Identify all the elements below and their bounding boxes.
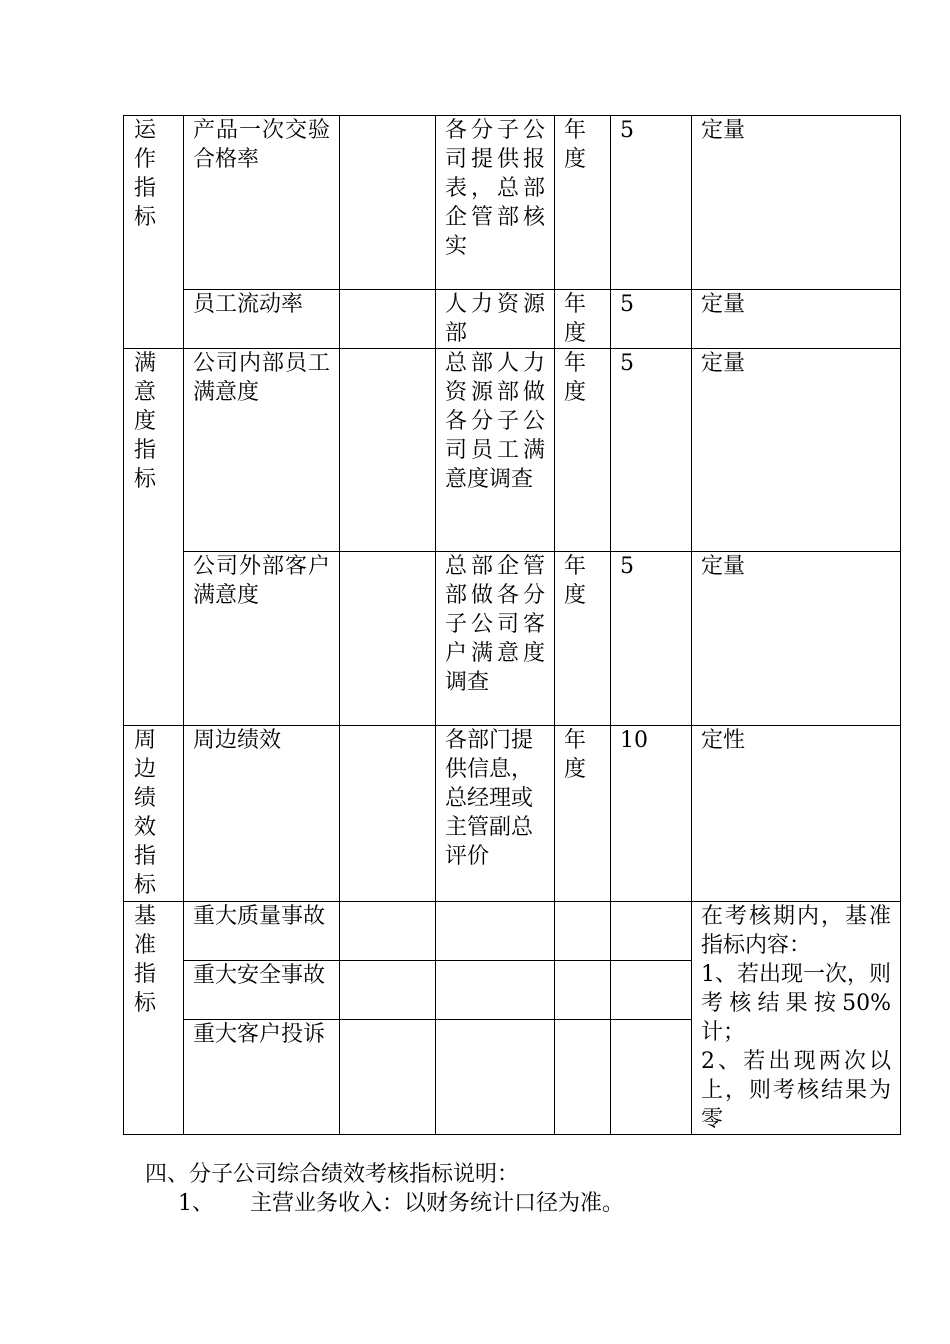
table-row: [124, 726, 901, 902]
target-cell: [340, 349, 436, 552]
item-text: 主营业务收入：以财务统计口径为准。: [250, 1191, 625, 1216]
weight-cell: [611, 290, 692, 349]
indicator-label: 公司外部客户满意度: [193, 554, 330, 608]
table-row: [124, 552, 901, 726]
weight-cell: [611, 349, 692, 552]
type-cell: [692, 726, 901, 902]
indicator-cell: [184, 902, 340, 961]
indicator-label: 周边绩效: [193, 728, 282, 753]
indicator-cell: [184, 552, 340, 726]
indicator-label: 重大安全事故: [193, 963, 326, 988]
source-cell: [436, 961, 555, 1020]
weight-label: 5: [620, 292, 634, 317]
type-cell: [692, 116, 901, 290]
target-cell: [340, 1020, 436, 1135]
category-cell: [124, 116, 184, 349]
baseline-note-line: 1、若出现一次，则考核结果按50%计；: [701, 962, 891, 1045]
category-label: 满意度指标: [134, 351, 157, 492]
weight-label: 5: [620, 351, 634, 376]
category-label: 基准指标: [134, 904, 157, 1016]
period-label: 年度: [564, 292, 587, 346]
category-label: 运作指标: [134, 118, 157, 230]
source-label: 各部门提供信息，总经理或主管副总评价: [445, 728, 534, 869]
indicator-label: 重大客户投诉: [193, 1022, 326, 1047]
type-label: 定量: [701, 554, 746, 579]
weight-cell: [611, 961, 692, 1020]
indicator-label: 员工流动率: [193, 292, 304, 317]
period-cell: [555, 726, 611, 902]
category-cell: [124, 349, 184, 726]
target-cell: [340, 961, 436, 1020]
source-cell: [436, 726, 555, 902]
weight-label: 10: [620, 728, 648, 753]
period-label: 年度: [564, 728, 587, 782]
indicator-label: 产品一次交验合格率: [193, 118, 330, 172]
target-cell: [340, 290, 436, 349]
type-label: 定量: [701, 118, 746, 143]
period-cell: [555, 290, 611, 349]
indicator-table: [123, 115, 901, 1135]
source-cell: [436, 290, 555, 349]
item-number: 1、: [178, 1191, 214, 1216]
table-row: [124, 290, 901, 349]
source-cell: [436, 552, 555, 726]
weight-label: 5: [620, 118, 634, 143]
weight-label: 5: [620, 554, 634, 579]
indicator-cell: [184, 116, 340, 290]
type-cell: [692, 552, 901, 726]
period-cell: [555, 116, 611, 290]
indicator-label: 重大质量事故: [193, 904, 326, 929]
baseline-note-line: 在考核期内，基准指标内容：: [701, 904, 891, 958]
source-cell: [436, 1020, 555, 1135]
weight-cell: [611, 552, 692, 726]
indicator-cell: [184, 726, 340, 902]
target-cell: [340, 116, 436, 290]
period-cell: [555, 552, 611, 726]
category-cell: [124, 902, 184, 1135]
baseline-note-line: 2、若出现两次以上，则考核结果为零: [701, 1049, 891, 1132]
weight-cell: [611, 1020, 692, 1135]
table-row: [124, 116, 901, 290]
period-label: 年度: [564, 554, 587, 608]
source-label: 人力资源部: [445, 292, 545, 346]
table-row: [124, 349, 901, 552]
period-label: 年度: [564, 351, 587, 405]
source-cell: [436, 349, 555, 552]
source-label: 各分子公司提供报表，总部企管部核实: [445, 118, 545, 259]
table-row: [124, 902, 901, 961]
section-item: [178, 1189, 624, 1218]
category-label: 周边绩效指标: [134, 728, 157, 898]
source-cell: [436, 902, 555, 961]
target-cell: [340, 726, 436, 902]
indicator-cell: [184, 1020, 340, 1135]
target-cell: [340, 902, 436, 961]
type-label: 定性: [701, 728, 746, 753]
period-cell: [555, 902, 611, 961]
period-cell: [555, 1020, 611, 1135]
period-cell: [555, 349, 611, 552]
indicator-cell: [184, 961, 340, 1020]
type-cell: [692, 349, 901, 552]
type-label: 定量: [701, 292, 746, 317]
indicator-label: 公司内部员工满意度: [193, 351, 330, 405]
baseline-note-cell: [692, 902, 901, 1135]
source-cell: [436, 116, 555, 290]
section-heading: 四、分子公司综合绩效考核指标说明：: [145, 1162, 520, 1187]
indicator-cell: [184, 349, 340, 552]
period-cell: [555, 961, 611, 1020]
source-label: 总部企管部做各分子公司客户满意度调查: [445, 554, 545, 695]
category-cell: [124, 726, 184, 902]
source-label: 总部人力资源部做各分子公司员工满意度调查: [445, 351, 545, 492]
weight-cell: [611, 116, 692, 290]
weight-cell: [611, 902, 692, 961]
type-label: 定量: [701, 351, 746, 376]
weight-cell: [611, 726, 692, 902]
type-cell: [692, 290, 901, 349]
period-label: 年度: [564, 118, 587, 172]
indicator-cell: [184, 290, 340, 349]
target-cell: [340, 552, 436, 726]
